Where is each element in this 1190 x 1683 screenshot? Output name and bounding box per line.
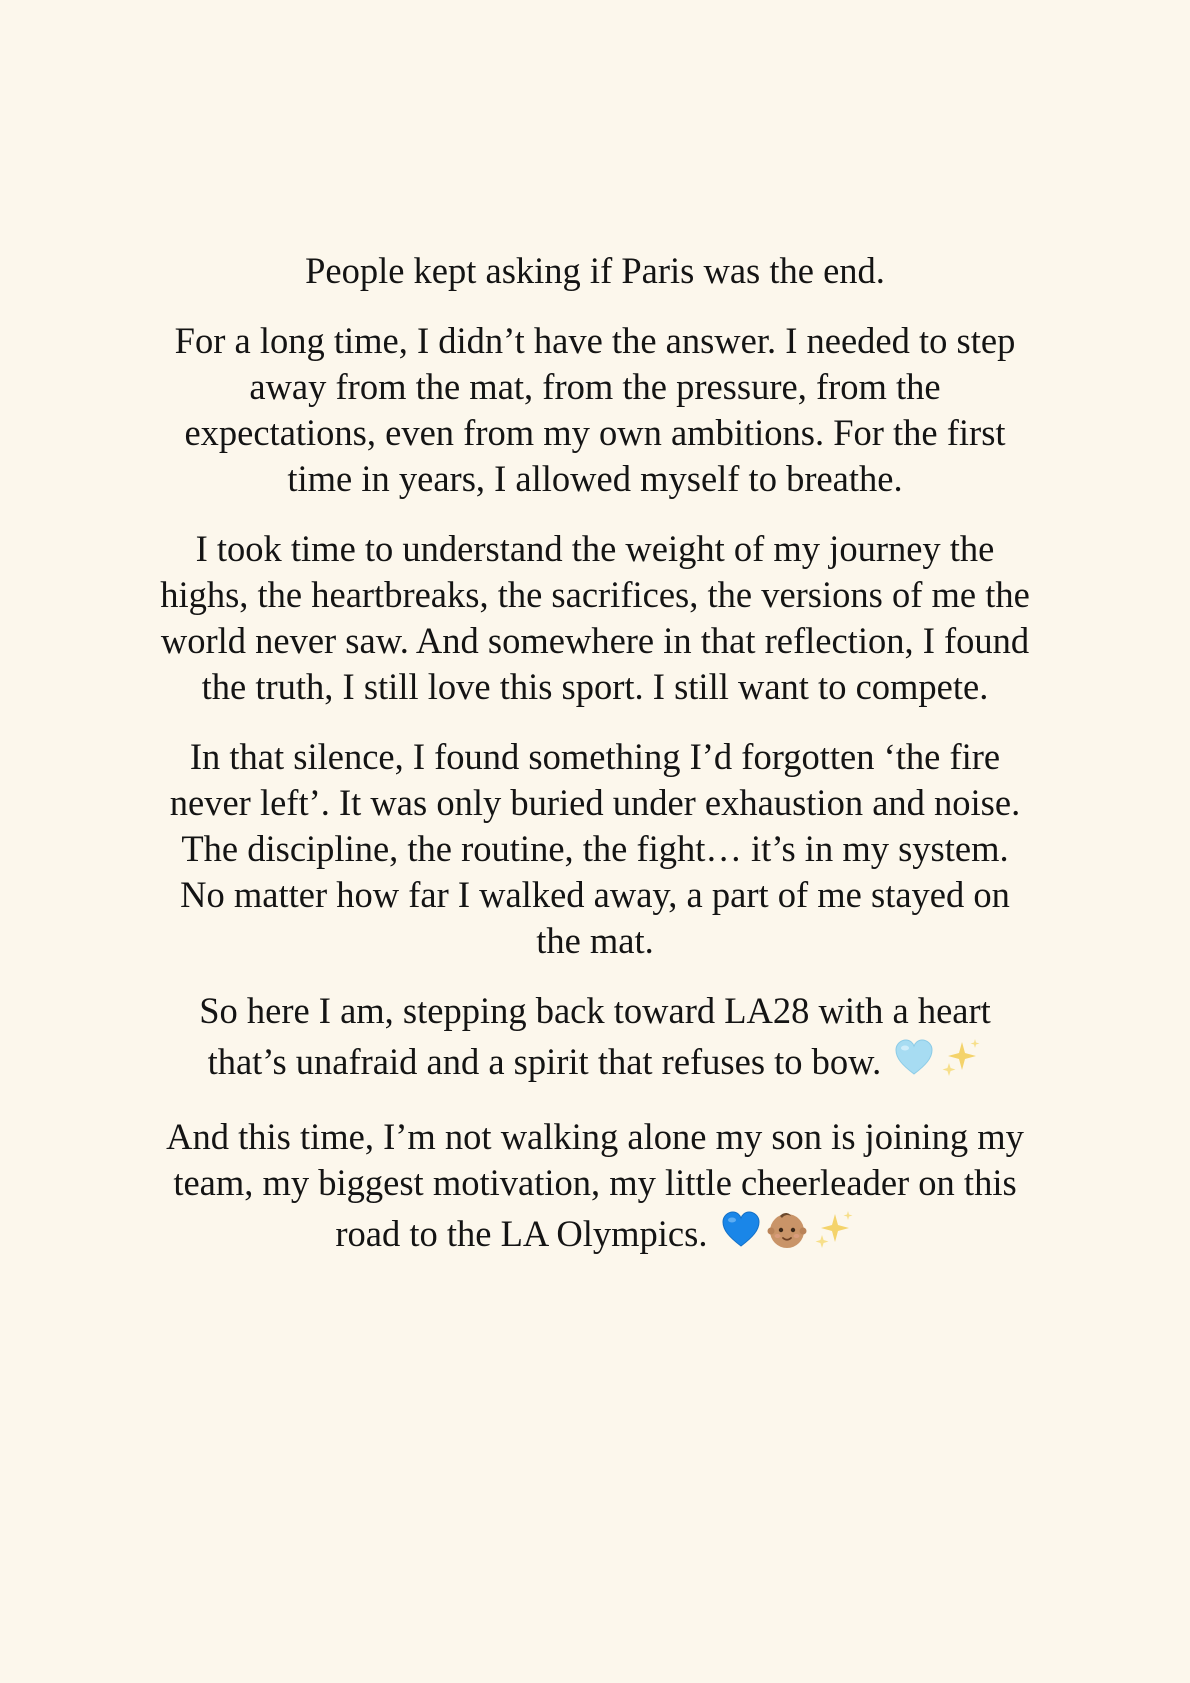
paragraph-5 <box>95 988 1095 1090</box>
text-line: away from the mat, from the pressure, from the <box>249 366 941 407</box>
blue-heart-icon <box>719 1208 763 1252</box>
text-line: world never saw. And somewhere in that reflection, I found <box>160 620 1030 661</box>
sparkles-icon <box>811 1208 855 1252</box>
text-line: I took time to understand the weight of my journey the <box>195 528 995 569</box>
paragraph-4 <box>95 734 1095 964</box>
paragraph-6 <box>95 1114 1095 1262</box>
text-line-with-emoji <box>95 1206 1095 1262</box>
text-line: So here I am, stepping back toward LA28 with a heart <box>199 990 991 1031</box>
text-line: People kept asking if Paris was the end. <box>305 250 885 291</box>
text-line: time in years, I allowed myself to breathe. <box>287 458 903 499</box>
paragraph-2 <box>95 318 1095 502</box>
text-line: never left’. It was only buried under exhaustion and noise. <box>169 782 1021 823</box>
text-segment: that’s unafraid and a spirit that refuses to bow. <box>207 1041 882 1082</box>
text-line: the mat. <box>536 920 654 961</box>
baby-face-icon <box>765 1208 809 1252</box>
text-line: In that silence, I found something I’d forgotten ‘the fire <box>189 736 1001 777</box>
text-line: the truth, I still love this sport. I still want to compete. <box>201 666 989 707</box>
paragraph-1 <box>95 248 1095 294</box>
text-line: And this time, I’m not walking alone my son is joining my <box>166 1116 1024 1157</box>
statement-text <box>95 248 1095 1286</box>
text-line: No matter how far I walked away, a part of me stayed on <box>180 874 1010 915</box>
text-line: The discipline, the routine, the fight… it’s in my system. <box>181 828 1009 869</box>
text-line: highs, the heartbreaks, the sacrifices, the versions of me the <box>160 574 1030 615</box>
light-blue-heart-icon <box>892 1036 936 1080</box>
text-line: For a long time, I didn’t have the answer. I needed to step <box>174 320 1016 361</box>
text-line: team, my biggest motivation, my little cheerleader on this <box>173 1162 1017 1203</box>
text-line-with-emoji <box>95 1034 1095 1090</box>
text-line: expectations, even from my own ambitions. For the first <box>184 412 1006 453</box>
sparkles-icon <box>938 1036 982 1080</box>
paragraph-3 <box>95 526 1095 710</box>
text-segment: road to the LA Olympics. <box>335 1213 708 1254</box>
